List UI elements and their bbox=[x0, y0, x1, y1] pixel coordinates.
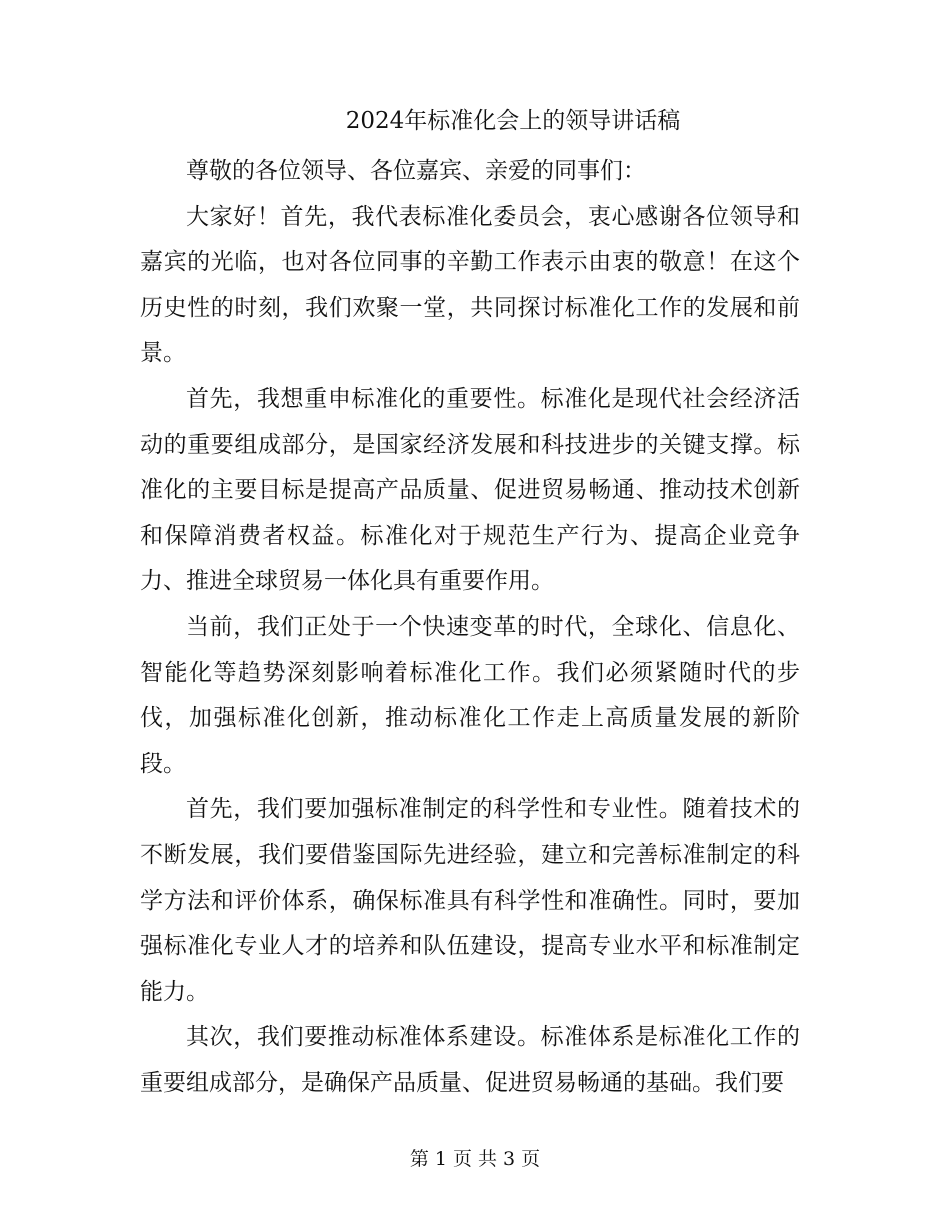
paragraph-2: 首先，我想重申标准化的重要性。标准化是现代社会经济活动的重要组成部分，是国家经济发展和科技进步的关键支撑。标准化的主要目标是提高产品质量、促进贸易畅通、推动技术创新和保障消费者权益。标准化对于规范生产行为、提高企业竞争力、推进全球贸易一体化具有重要作用。 bbox=[140, 385, 800, 595]
page-number: 第 1 页 共 3 页 bbox=[409, 1148, 541, 1170]
paragraph-5: 其次，我们要推动标准体系建设。标准体系是标准化工作的重要组成部分，是确保产品质量、促进贸易畅通的基础。我们要 bbox=[140, 1024, 800, 1096]
paragraph-1: 大家好！首先，我代表标准化委员会，衷心感谢各位领导和嘉宾的光临，也对各位同事的辛勤工作表示由衷的敬意！在这个历史性的时刻，我们欢聚一堂，共同探讨标准化工作的发展和前景。 bbox=[140, 203, 800, 367]
paragraph-3: 当前，我们正处于一个快速变革的时代，全球化、信息化、智能化等趋势深刻影响着标准化工作。我们必须紧随时代的步伐，加强标准化创新，推动标准化工作走上高质量发展的新阶段。 bbox=[140, 613, 800, 777]
salutation: 尊敬的各位领导、各位嘉宾、亲爱的同事们： bbox=[186, 158, 646, 184]
document-body bbox=[140, 149, 800, 1106]
document-title: 2024年标准化会上的领导讲话稿 bbox=[345, 108, 681, 134]
paragraph-4: 首先，我们要加强标准制定的科学性和专业性。随着技术的不断发展，我们要借鉴国际先进经验，建立和完善标准制定的科学方法和评价体系，确保标准具有科学性和准确性。同时，要加强标准化专业人才的培养和队伍建设，提高专业水平和标准制定能力。 bbox=[140, 796, 800, 1005]
